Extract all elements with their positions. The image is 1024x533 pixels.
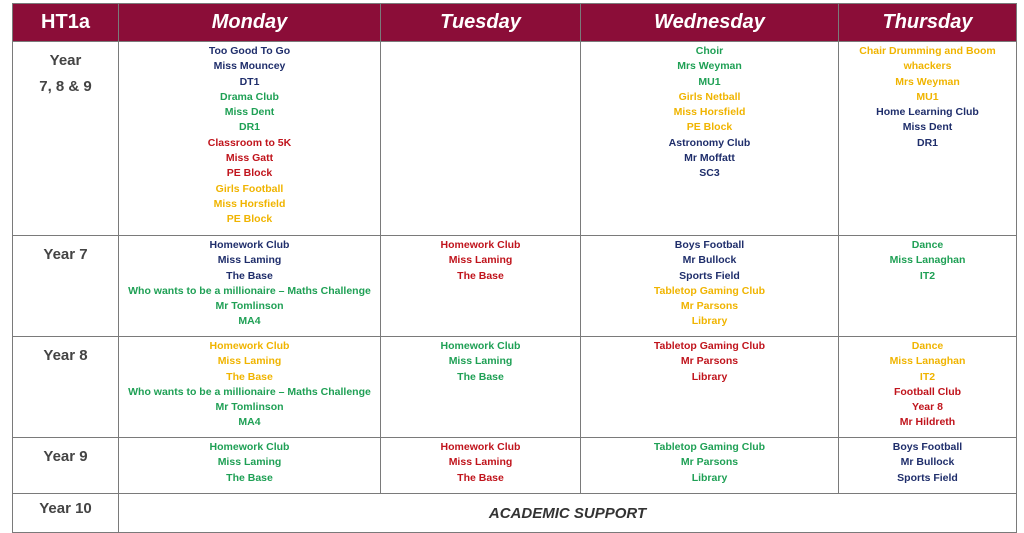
row-year-9	[13, 438, 1017, 494]
day-header-thursday: Thursday	[839, 4, 1017, 42]
activity-line: Tabletop Gaming Club	[653, 340, 766, 352]
academic-support: ACADEMIC SUPPORT	[119, 494, 1017, 533]
row-year-10	[13, 494, 1017, 533]
activity-line: Mr Bullock	[682, 254, 737, 267]
timetable-container	[12, 3, 1017, 533]
activity-line: DR1	[916, 136, 938, 149]
activity-line: Mr Parsons	[680, 355, 739, 368]
activity-line: Miss Lanaghan	[889, 254, 966, 267]
cell-monday	[119, 42, 381, 236]
cell-monday	[119, 236, 381, 337]
activity-line: Miss Laming	[217, 456, 282, 469]
day-header-monday: Monday	[119, 4, 381, 42]
activity-line: Dance	[911, 239, 944, 251]
year-label-9: Year 9	[13, 438, 119, 494]
activity-line: Astronomy Club	[668, 136, 751, 149]
activity-line: Chair Drumming and Boom	[859, 45, 996, 57]
activity-line: MU1	[916, 90, 939, 103]
row-year-7	[13, 236, 1017, 337]
activity-line: The Base	[457, 370, 504, 383]
activity-line: Girls Netball	[678, 90, 741, 103]
activity-line: Miss Laming	[217, 254, 282, 267]
activity-line: Miss Horsfield	[213, 197, 286, 210]
year-label-line1: Year	[49, 52, 82, 69]
year-label-8: Year 8	[13, 337, 119, 438]
cell-thursday	[839, 438, 1017, 494]
activity-line: The Base	[226, 370, 273, 383]
activity-line: DT1	[239, 75, 260, 88]
activity-line: The Base	[226, 269, 273, 282]
activity-line: Mr Parsons	[680, 456, 739, 469]
activity-line: Mr Parsons	[680, 300, 739, 313]
row-year-7-8-9	[13, 42, 1017, 236]
activity-line: The Base	[457, 269, 504, 282]
activity-line: Choir	[695, 45, 724, 57]
cell-tuesday	[381, 42, 581, 236]
timetable	[12, 3, 1017, 533]
activity-line: Drama Club	[220, 90, 279, 103]
activity-line: IT2	[919, 269, 936, 282]
activity-line: Mr Tomlinson	[215, 300, 284, 313]
activity-line: Tabletop Gaming Club	[653, 441, 766, 453]
activity-line: Football Club	[893, 385, 962, 398]
cell-thursday	[839, 42, 1017, 236]
activity-line: Homework Club	[440, 441, 521, 453]
activity-line: Miss Gatt	[225, 152, 274, 165]
activity-line: Miss Lanaghan	[889, 355, 966, 368]
cell-tuesday	[381, 337, 581, 438]
activity-line: Too Good To Go	[208, 45, 291, 57]
year-label-7: Year 7	[13, 236, 119, 337]
activity-line: Library	[691, 315, 728, 328]
activity-line: whackers	[903, 60, 952, 73]
activity-line: Miss Dent	[224, 106, 275, 119]
year-label-line2: 7, 8 & 9	[39, 78, 92, 95]
activity-line: Mrs Weyman	[895, 75, 960, 88]
activity-line: Miss Dent	[902, 121, 953, 134]
activity-line: DR1	[238, 121, 260, 134]
cell-wednesday	[581, 438, 839, 494]
activity-line: Dance	[911, 340, 944, 352]
activity-line: Mr Hildreth	[899, 416, 956, 429]
term-label: HT1a	[13, 4, 119, 42]
activity-line: Miss Laming	[448, 456, 513, 469]
activity-line: Mr Tomlinson	[215, 401, 284, 414]
cell-thursday	[839, 236, 1017, 337]
cell-wednesday	[581, 236, 839, 337]
activity-line: Homework Club	[209, 340, 290, 352]
activity-line: MU1	[698, 75, 721, 88]
cell-thursday	[839, 337, 1017, 438]
activity-line: Who wants to be a millionaire – Maths Challenge	[128, 284, 371, 297]
activity-line: PE Block	[226, 167, 273, 180]
cell-wednesday	[581, 42, 839, 236]
activity-line: SC3	[699, 167, 720, 180]
activity-line: Boys Football	[674, 239, 745, 251]
activity-line: MA4	[238, 315, 261, 328]
activity-line: Miss Laming	[217, 355, 282, 368]
activity-line: The Base	[457, 471, 504, 484]
row-year-8	[13, 337, 1017, 438]
activity-line: Homework Club	[209, 441, 290, 453]
activity-line: Miss Laming	[448, 254, 513, 267]
activity-line: Mr Moffatt	[684, 152, 735, 165]
year-label-7-8-9	[13, 42, 119, 236]
activity-line: Who wants to be a millionaire – Maths Challenge	[128, 385, 371, 398]
day-header-wednesday: Wednesday	[581, 4, 839, 42]
activity-line: Sports Field	[679, 269, 740, 282]
activity-line: Miss Mouncey	[213, 60, 286, 73]
activity-line: Homework Club	[440, 239, 521, 251]
activity-line: The Base	[226, 471, 273, 484]
day-header-tuesday: Tuesday	[381, 4, 581, 42]
activity-line: PE Block	[686, 121, 733, 134]
activity-line: IT2	[919, 370, 936, 383]
activity-line: PE Block	[226, 213, 273, 226]
activity-line: Homework Club	[209, 239, 290, 251]
activity-line: Library	[691, 471, 728, 484]
cell-tuesday	[381, 236, 581, 337]
activity-line: MA4	[238, 416, 261, 429]
cell-monday	[119, 337, 381, 438]
activity-line: Miss Laming	[448, 355, 513, 368]
cell-monday	[119, 438, 381, 494]
activity-line: Mrs Weyman	[677, 60, 742, 73]
activity-line: Home Learning Club	[876, 106, 979, 119]
activity-line: Girls Football	[215, 182, 284, 195]
activity-line: Mr Bullock	[900, 456, 955, 469]
year-label-10: Year 10	[13, 494, 119, 533]
activity-line: Classroom to 5K	[207, 136, 292, 149]
activity-line: Boys Football	[892, 441, 963, 453]
activity-line: Miss Horsfield	[673, 106, 746, 119]
cell-tuesday	[381, 438, 581, 494]
activity-line: Homework Club	[440, 340, 521, 352]
activity-line: Year 8	[912, 401, 943, 414]
header-row	[13, 4, 1017, 42]
activity-line: Tabletop Gaming Club	[653, 284, 766, 297]
activity-line: Library	[691, 370, 728, 383]
activity-line: Sports Field	[897, 471, 958, 484]
cell-wednesday	[581, 337, 839, 438]
